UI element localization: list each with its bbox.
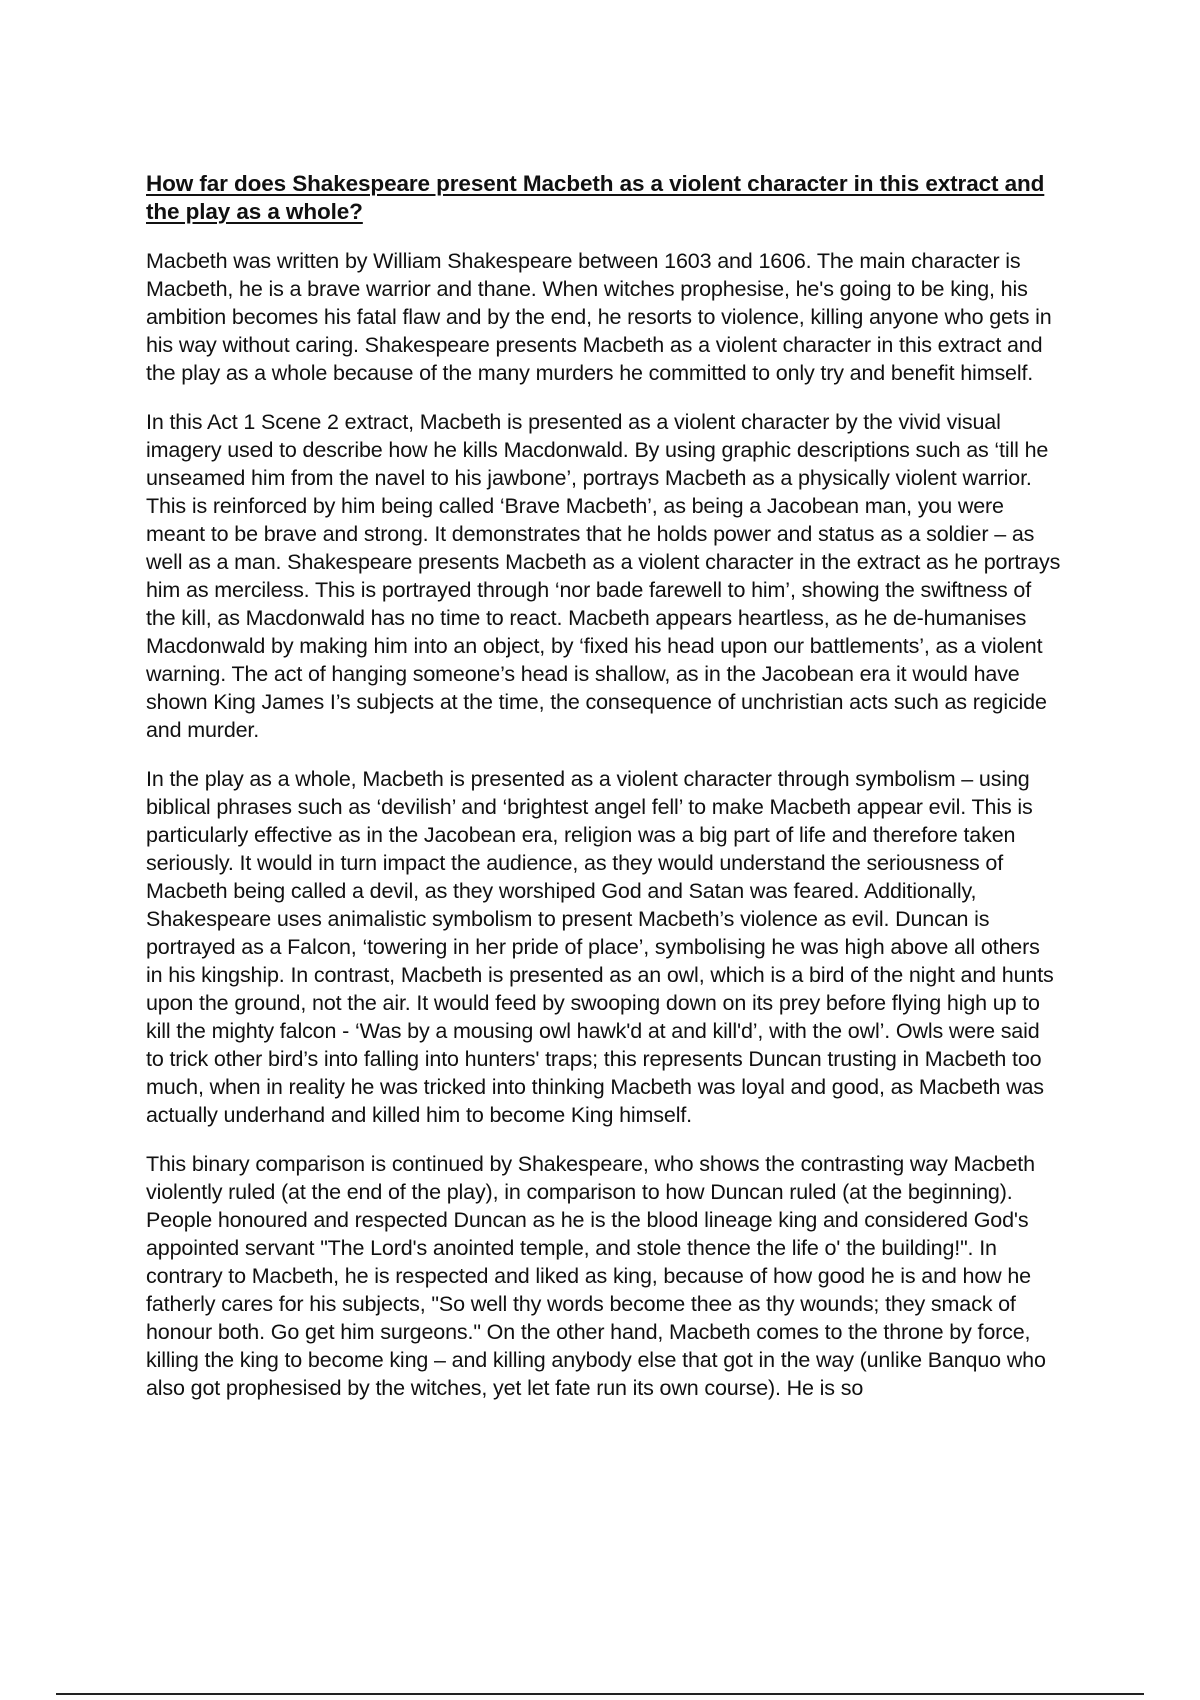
essay-body: [146, 170, 1061, 1423]
paragraph-extract-analysis: In this Act 1 Scene 2 extract, Macbeth is presented as a violent character by the vivid visual imagery used to describe how he kills Macdonwald. By using graphic descriptions such as ‘till he unseamed him from the navel to his jawbone’, portrays Macbeth as a physically violent warrior. This is reinforced by him being called ‘Brave Macbeth’, as being a Jacobean man, you were meant to be brave and strong. It demonstrates that he holds power and status as a soldier – as well as a man. Shakespeare presents Macbeth as a violent character in the extract as he portrays him as merciless. This is portrayed through ‘nor bade farewell to him’, showing the swiftness of the kill, as Macdonwald has no time to react. Macbeth appears heartless, as he de-humanises Macdonwald by making him into an object, by ‘fixed his head upon our battlements’, as a violent warning. The act of hanging someone’s head is shallow, as in the Jacobean era it would have shown King James I’s subjects at the time, the consequence of unchristian acts such as regicide and murder.: [146, 410, 1061, 742]
page-bottom-divider: [56, 1693, 1144, 1695]
paragraph-introduction: Macbeth was written by William Shakespeare between 1603 and 1606. The main character is Macbeth, he is a brave warrior and thane. When witches prophesise, he's going to be king, his ambition becomes his fatal flaw and by the end, he resorts to violence, killing anyone who gets in his way without caring. Shakespeare presents Macbeth as a violent character in this extract and the play as a whole because of the many murders he committed to only try and benefit himself.: [146, 249, 1052, 385]
essay-title: How far does Shakespeare present Macbeth as a violent character in this extract and the play as a whole?: [146, 171, 1045, 224]
paragraph-binary-comparison: This binary comparison is continued by Shakespeare, who shows the contrasting way Macbeth violently ruled (at the end of the play), in comparison to how Duncan ruled (at the beginning). People honoured and respected Duncan as he is the blood lineage king and considered God's appointed servant "The Lord's anointed temple, and stole thence the life o' the building!". In contrary to Macbeth, he is respected and liked as king, because of how good he is and how he fatherly cares for his subjects, "So well thy words become thee as thy wounds; they smack of honour both. Go get him surgeons." On the other hand, Macbeth comes to the throne by force, killing the king to become king – and killing anybody else that got in the way (unlike Banquo who also got prophesised by the witches, yet let fate run its own course). He is so: [146, 1152, 1046, 1400]
paragraph-play-symbolism: In the play as a whole, Macbeth is presented as a violent character through symbolism – using biblical phrases such as ‘devilish’ and ‘brightest angel fell’ to make Macbeth appear evil. This is particularly effective as in the Jacobean era, religion was a big part of life and therefore taken seriously. It would in turn impact the audience, as they would understand the seriousness of Macbeth being called a devil, as they worshiped God and Satan was feared. Additionally, Shakespeare uses animalistic symbolism to present Macbeth’s violence as evil. Duncan is portrayed as a Falcon, ‘towering in her pride of place’, symbolising he was high above all others in his kingship. In contrast, Macbeth is presented as an owl, which is a bird of the night and hunts upon the ground, not the air. It would feed by swooping down on its prey before flying high up to kill the mighty falcon - ‘Was by a mousing owl hawk'd at and kill'd’, with the owl’. Owls were said to trick other bird’s into falling into hunters' traps; this represents Duncan trusting in Macbeth too much, when in reality he was tricked into thinking Macbeth was loyal and good, as Macbeth was actually underhand and killed him to become King himself.: [146, 767, 1054, 1127]
